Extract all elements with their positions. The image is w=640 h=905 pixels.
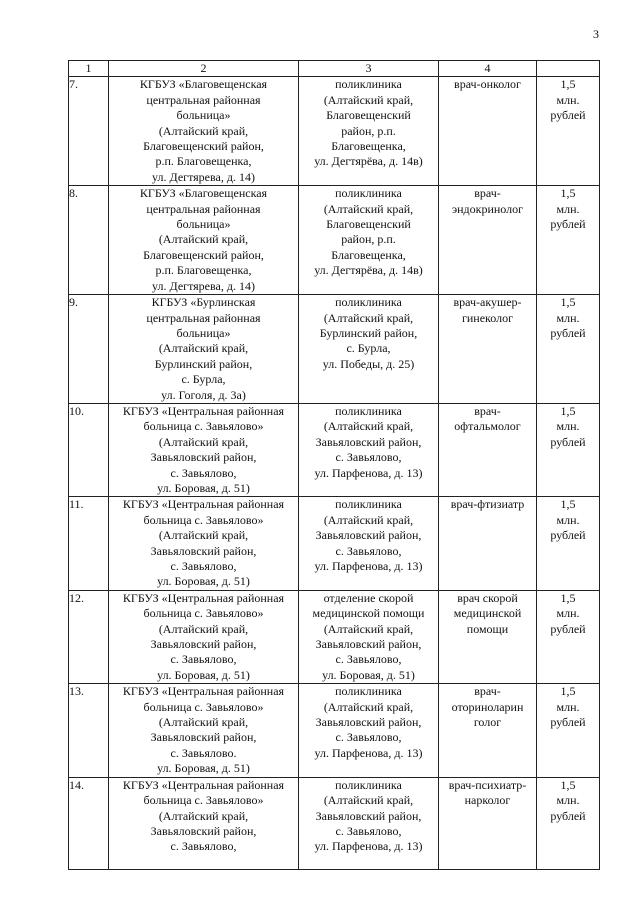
institution-line: центральная районная: [146, 201, 261, 216]
location-line: ул. Парфенова, д. 13): [314, 465, 423, 480]
institution-line: (Алтайский край,: [158, 434, 249, 449]
specialty-cell: [439, 590, 537, 683]
amount-line: рублей: [550, 217, 586, 232]
location-line: ул. Дегтярёва, д. 14в): [314, 263, 423, 278]
institution-line: больница»: [176, 217, 231, 232]
institution-line: ул. Боровая, д. 51): [157, 480, 250, 495]
location-line: Завьяловский район,: [315, 808, 422, 823]
table-row: [69, 684, 600, 777]
institution-line: (Алтайский край,: [158, 528, 249, 543]
specialty-line: офтальмолог: [454, 419, 521, 434]
specialty-line: нарколог: [464, 793, 511, 808]
table-header-row: [69, 61, 600, 77]
specialty-cell: [439, 77, 537, 186]
header-col-5: [537, 61, 600, 77]
location-line: Завьяловский район,: [315, 434, 422, 449]
location-line: (Алтайский край,: [323, 699, 414, 714]
row-number: 10.: [69, 403, 109, 496]
amount-line: млн.: [556, 201, 580, 216]
location-cell: [299, 777, 439, 869]
location-line: с. Бурла,: [346, 341, 391, 356]
header-col-3: 3: [299, 61, 439, 77]
specialty-line: врач-фтизиатр: [450, 497, 525, 512]
specialty-line: оториноларин: [451, 699, 524, 714]
institution-line: Завьяловский район,: [150, 730, 257, 745]
location-line: с. Завьялово,: [335, 823, 402, 838]
institution-line: больница»: [176, 325, 231, 340]
institution-line: ул. Дегтярева, д. 14): [152, 278, 255, 293]
header-col-1: 1: [69, 61, 109, 77]
specialty-cell: [439, 497, 537, 590]
row-number: 11.: [69, 497, 109, 590]
amount-line: 1,5: [560, 590, 576, 605]
institution-line: ул. Боровая, д. 51): [157, 761, 250, 776]
institution-line: КГБУЗ «Благовещенская: [139, 186, 268, 201]
amount-line: рублей: [550, 528, 586, 543]
institution-line: ул. Боровая, д. 51): [157, 574, 250, 589]
page-number: 3: [593, 27, 599, 41]
institution-line: с. Завьялово,: [170, 839, 237, 854]
institution-line: (Алтайский край,: [158, 341, 249, 356]
institution-line: Завьяловский район,: [150, 543, 257, 558]
specialty-line: врач-акушер-: [453, 295, 522, 310]
specialty-cell: [439, 777, 537, 869]
location-cell: [299, 590, 439, 683]
institution-line: центральная районная: [146, 310, 261, 325]
amount-cell: [537, 186, 600, 295]
institution-line: Завьяловский район,: [150, 637, 257, 652]
doc-table: [68, 60, 600, 870]
institution-line: ул. Дегтярева, д. 14): [152, 169, 255, 184]
amount-line: млн.: [556, 92, 580, 107]
institution-line: с. Завьялово,: [170, 652, 237, 667]
location-line: (Алтайский край,: [323, 512, 414, 527]
amount-line: 1,5: [560, 295, 576, 310]
specialty-line: голог: [473, 715, 502, 730]
table-row: [69, 590, 600, 683]
institution-line: больница»: [176, 108, 231, 123]
institution-line: больница с. Завьялово»: [143, 793, 264, 808]
location-line: ул. Парфенова, д. 13): [314, 559, 423, 573]
institution-line: больница с. Завьялово»: [143, 606, 264, 621]
institution-cell: [109, 186, 299, 295]
location-line: ул. Боровая, д. 51): [322, 667, 415, 682]
institution-line: Благовещенский район,: [143, 139, 264, 154]
institution-line: КГБУЗ «Благовещенская: [139, 77, 268, 92]
amount-line: 1,5: [560, 403, 576, 418]
header-col-4: 4: [439, 61, 537, 77]
institution-line: ул. Боровая, д. 51): [157, 667, 250, 682]
institution-line: КГБУЗ «Центральная районная: [122, 777, 285, 792]
location-line: поликлиника: [335, 684, 402, 699]
table-row: [69, 295, 600, 404]
specialty-line: врач-: [474, 684, 501, 699]
amount-cell: [537, 403, 600, 496]
location-line: ул. Парфенова, д. 13): [314, 745, 423, 760]
location-line: медицинской помощи: [312, 606, 425, 621]
location-line: поликлиника: [335, 403, 402, 418]
institution-line: Благовещенский район,: [143, 247, 264, 262]
location-cell: [299, 403, 439, 496]
location-line: (Алтайский край,: [323, 419, 414, 434]
institution-line: р.п. Благовещенка,: [155, 263, 252, 278]
institution-line: с. Бурла,: [181, 372, 226, 387]
amount-line: млн.: [556, 699, 580, 714]
institution-cell: [109, 403, 299, 496]
amount-line: рублей: [550, 808, 586, 823]
location-line: с. Завьялово,: [335, 652, 402, 667]
institution-cell: [109, 777, 299, 869]
specialty-line: врач-психиатр-: [448, 777, 527, 792]
specialty-line: врач скорой: [457, 590, 518, 605]
institution-line: центральная районная: [146, 92, 261, 107]
table-body: [69, 77, 600, 869]
institution-line: Завьяловский район,: [150, 450, 257, 465]
row-number: 7.: [69, 77, 109, 186]
location-line: Завьяловский район,: [315, 528, 422, 543]
specialty-line: врач-: [474, 186, 501, 201]
row-number: 8.: [69, 186, 109, 295]
institution-line: с. Завьялово,: [170, 465, 237, 480]
table-row: [69, 777, 600, 869]
amount-line: рублей: [550, 715, 586, 730]
amount-line: рублей: [550, 325, 586, 340]
amount-line: млн.: [556, 419, 580, 434]
specialty-line: врач-: [474, 403, 501, 418]
amount-line: 1,5: [560, 777, 576, 792]
row-number: 13.: [69, 684, 109, 777]
location-line: Завьяловский район,: [315, 715, 422, 730]
amount-cell: [537, 295, 600, 404]
location-line: Благовещенский: [326, 217, 411, 232]
location-line: поликлиника: [335, 77, 402, 92]
amount-cell: [537, 590, 600, 683]
location-line: (Алтайский край,: [323, 201, 414, 216]
institution-line: КГБУЗ «Центральная районная: [122, 497, 285, 512]
location-line: поликлиника: [335, 186, 402, 201]
specialty-cell: [439, 403, 537, 496]
location-line: Благовещенка,: [331, 247, 406, 262]
header-col-2: 2: [109, 61, 299, 77]
amount-line: млн.: [556, 310, 580, 325]
institution-line: с. Завьялово.: [170, 745, 237, 760]
location-line: поликлиника: [335, 295, 402, 310]
institution-line: (Алтайский край,: [158, 715, 249, 730]
amount-line: млн.: [556, 512, 580, 527]
location-line: ул. Победы, д. 25): [322, 356, 415, 371]
institution-line: больница с. Завьялово»: [143, 699, 264, 714]
amount-line: 1,5: [560, 684, 576, 699]
institution-cell: [109, 590, 299, 683]
specialty-line: эндокринолог: [451, 201, 524, 216]
institution-line: Бурлинский район,: [154, 356, 253, 371]
location-line: район, р.п.: [341, 232, 396, 247]
table-row: [69, 186, 600, 295]
location-line: с. Завьялово,: [335, 450, 402, 465]
institution-cell: [109, 295, 299, 404]
location-line: поликлиника: [335, 497, 402, 512]
specialty-line: медицинской: [453, 606, 522, 621]
institution-cell: [109, 77, 299, 186]
location-line: (Алтайский край,: [323, 92, 414, 107]
location-line: (Алтайский край,: [323, 621, 414, 636]
amount-line: млн.: [556, 606, 580, 621]
institution-line: КГБУЗ «Центральная районная: [122, 684, 285, 699]
location-cell: [299, 77, 439, 186]
specialty-cell: [439, 684, 537, 777]
location-line: район, р.п.: [341, 123, 396, 138]
institution-cell: [109, 684, 299, 777]
institution-cell: [109, 497, 299, 590]
location-line: ул. Дегтярёва, д. 14в): [314, 154, 423, 169]
institution-line: (Алтайский край,: [158, 808, 249, 823]
institution-line: ул. Гоголя, д. 3а): [161, 387, 246, 402]
institution-line: КГБУЗ «Центральная районная: [122, 590, 285, 605]
table-row: [69, 403, 600, 496]
location-line: Благовещенка,: [331, 139, 406, 154]
specialty-cell: [439, 186, 537, 295]
amount-line: 1,5: [560, 77, 576, 92]
row-number: 9.: [69, 295, 109, 404]
specialty-cell: [439, 295, 537, 404]
location-line: ул. Парфенова, д. 13): [314, 839, 423, 854]
institution-line: с. Завьялово,: [170, 559, 237, 573]
location-cell: [299, 295, 439, 404]
institution-line: (Алтайский край,: [158, 232, 249, 247]
specialty-line: врач-онколог: [454, 77, 521, 92]
row-number: 12.: [69, 590, 109, 683]
institution-line: (Алтайский край,: [158, 123, 249, 138]
institution-line: (Алтайский край,: [158, 621, 249, 636]
institution-line: больница с. Завьялово»: [143, 512, 264, 527]
specialty-line: гинеколог: [461, 310, 514, 325]
amount-line: 1,5: [560, 186, 576, 201]
institution-line: р.п. Благовещенка,: [155, 154, 252, 169]
amount-cell: [537, 777, 600, 869]
location-cell: [299, 497, 439, 590]
location-line: Завьяловский район,: [315, 637, 422, 652]
location-line: (Алтайский край,: [323, 310, 414, 325]
amount-cell: [537, 497, 600, 590]
amount-line: рублей: [550, 108, 586, 123]
amount-line: рублей: [550, 621, 586, 636]
location-line: с. Завьялово,: [335, 730, 402, 745]
location-cell: [299, 684, 439, 777]
amount-line: 1,5: [560, 497, 576, 512]
amount-line: рублей: [550, 434, 586, 449]
amount-cell: [537, 77, 600, 186]
specialty-line: помощи: [466, 621, 509, 636]
location-line: отделение скорой: [323, 590, 414, 605]
location-cell: [299, 186, 439, 295]
table-row: [69, 497, 600, 590]
location-line: Бурлинский район,: [319, 325, 418, 340]
institution-line: Завьяловский район,: [150, 823, 257, 838]
location-line: с. Завьялово,: [335, 543, 402, 558]
location-line: (Алтайский край,: [323, 793, 414, 808]
institution-line: больница с. Завьялово»: [143, 419, 264, 434]
table-row: [69, 77, 600, 186]
amount-line: млн.: [556, 793, 580, 808]
amount-cell: [537, 684, 600, 777]
institution-line: КГБУЗ «Бурлинская: [151, 295, 256, 310]
row-number: 14.: [69, 777, 109, 869]
institution-line: КГБУЗ «Центральная районная: [122, 403, 285, 418]
location-line: поликлиника: [335, 777, 402, 792]
location-line: Благовещенский: [326, 108, 411, 123]
